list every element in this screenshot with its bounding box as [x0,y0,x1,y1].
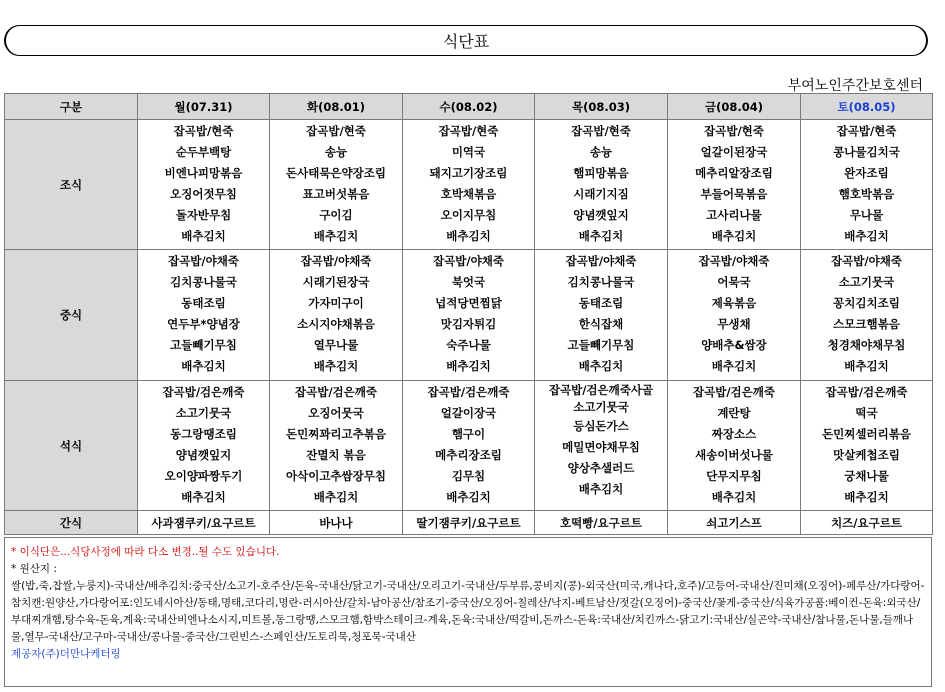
meal-label: 석식 [5,381,138,511]
snack-cell-sat: 치즈/요구르트 [801,511,933,535]
dish-item: 잡곡밥/현죽 [438,124,499,138]
dish-item: 연두부*양념장 [167,317,240,331]
snack-cell-thu: 호떡빵/요구르트 [535,511,668,535]
organization-name: 부여노인주간보호센터 [787,78,923,94]
header-day-fri: 금(08.04) [668,94,801,120]
dish-item: 어묵국 [717,275,751,289]
dish-item: 부들어묵볶음 [700,187,768,201]
dish-item: 잡곡밥/야채죽 [168,254,239,268]
dish-item: 돈민찌꽈리고추볶음 [286,427,386,441]
dish-cell-fri [668,381,801,511]
dish-cell-wed [403,250,535,381]
snack-cell-fri: 쇠고기스프 [668,511,801,535]
dish-item: 잡곡밥/검은깨죽사골 [548,383,654,397]
dish-item: 배추김치 [446,490,491,504]
dish-item: 청경채야채무침 [827,338,906,352]
dish-item: 숙주나물 [446,338,491,352]
dish-item: 얼갈이장국 [440,406,497,420]
dish-item: 단무지무침 [706,469,762,483]
snack-cell-mon: 사과잼쿠키/요구르트 [138,511,270,535]
dish-item: 김치콩나물국 [170,275,237,289]
dish-item: 김무침 [451,469,486,483]
dish-item: 잡곡밥/야채죽 [698,254,770,268]
dish-item: 송늉 [324,145,348,159]
dish-item: 고들빼기무침 [170,338,237,352]
dish-item: 맛김자튀김 [440,317,497,331]
snack-row [5,511,933,535]
page-title: 식단표 [442,32,490,51]
dish-item: 양념깻잎지 [573,208,629,222]
dish-item: 배추김치 [844,359,889,373]
dish-item: 오이지무침 [440,208,497,222]
dish-item: 잡곡밥/야채죽 [831,254,902,268]
dish-item: 오징어뭇국 [308,406,364,420]
dish-item: 잡곡밥/현죽 [836,124,897,138]
dish-item: 잡곡밥/검은깨죽 [295,385,377,399]
dish-item: 잡곡밥/검은깨죽 [427,385,510,399]
header-day-thu: 목(08.03) [535,94,668,120]
dish-item: 메추리알장조림 [695,166,773,180]
dish-item: 잡곡밥/검은깨죽 [825,385,908,399]
dish-item: 맛살케첩조림 [833,448,900,462]
dish-item: 무생채 [717,317,751,331]
dish-cell-mon [138,381,270,511]
dish-cell-wed [403,381,535,511]
dish-item: 잡곡밥/야채죽 [300,254,372,268]
dish-item: 제육볶음 [711,296,757,310]
dish-item: 잡곡밥/현죽 [173,124,234,138]
meal-row-2 [5,381,933,511]
dish-item: 동태조림 [578,296,624,310]
dish-cell-fri [668,250,801,381]
dish-item: 배추김치 [181,229,226,243]
dish-item: 잔멸치 볶음 [306,448,366,462]
dish-item: 스모크햄볶음 [833,317,900,331]
dish-cell-sat [801,250,933,381]
dish-item: 메추리장조림 [435,448,502,462]
dish-cell-wed [403,120,535,250]
dish-item: 동그랑땡조림 [170,427,237,441]
dish-item: 오징어젓무침 [170,187,237,201]
dish-cell-fri [668,120,801,250]
notice-text: * 이식단은...식당사정에 따라 다소 변경..될 수도 있습니다. [11,546,280,558]
dish-item: 미역국 [451,145,486,159]
dish-cell-thu [535,381,668,511]
snack-cell-tue: 바나나 [270,511,403,535]
dish-item: 잡곡밥/검은깨죽 [162,385,245,399]
dish-item: 새송이버섯나물 [695,448,773,462]
dish-item: 배추김치 [844,490,889,504]
dish-cell-sat [801,120,933,250]
dish-cell-thu [535,250,668,381]
dish-cell-tue [270,120,403,250]
header-day-sat: 토(08.05) [801,94,933,120]
dish-item: 소시지야채볶음 [297,317,375,331]
dish-item: 햄구이 [451,427,486,441]
origin-text: 쌀(밥,죽,찹쌀,누룽지)-국내산/배추김치:중국산/소고기-호주산/돈육-국내산/닭고기-국내산/오리고기-국내산/두부류,콩비지(콩)-외국산(미국,캐나다,호주)/고등어-국내산/진미채(오징어)-페루산/가다랑어-참치캔:원양산,가다랑어포:인도네시아산/동태,명태,코다리,명란-러시아산/갈치-남아공산/참조기-중국산/오징어-칠레산/낙지-베트남산/젓갈(오징어)-중국산/꽃게-중국산/식육가공품:베이컨-돈육:외국산/부대찌개햄,탕수육-돈육,계육:국내산비엔나소시지,미트볼,동그랑땡,스모크햄,함박스테이크-계육,돈육:국내산/떡갈비,돈까스-돈육:국내산/치킨까스-닭고기:국내산/실곤약-국내산/참나물,돈나물,들깨나물,열무-국내산/고구마-국내산/콩나물-중국산/그린빈스-스페인산/도토리묵,청포묵-국내산 [11,580,925,643]
dish-item: 햄호박볶음 [838,187,895,201]
dish-cell-mon [138,120,270,250]
dish-item: 동태조림 [181,296,226,310]
dish-item: 넙적당면찜닭 [435,296,502,310]
meal-row-0 [5,120,933,250]
dish-item: 떡국 [855,406,878,420]
dish-item: 잡곡밥/야채죽 [565,254,637,268]
dish-item: 소고기뭇국 [175,406,232,420]
dish-item: 배추김치 [181,359,226,373]
dish-cell-tue [270,381,403,511]
dish-item: 궁채나물 [844,469,889,483]
meal-row-1 [5,250,933,381]
dish-item: 표고버섯볶음 [302,187,370,201]
dish-item: 배추김치 [578,482,624,496]
dish-cell-mon [138,250,270,381]
dish-item: 짜장소스 [711,427,757,441]
dish-item: 양념깻잎지 [175,448,232,462]
dish-item: 열무나물 [313,338,359,352]
header-day-mon: 월(07.31) [138,94,270,120]
dish-item: 배추김치 [446,359,491,373]
dish-cell-thu [535,120,668,250]
dish-item: 완자조림 [844,166,889,180]
header-category: 구분 [5,94,138,120]
snack-cell-wed: 딸기잼쿠키/요구르트 [403,511,535,535]
menu-table [4,93,933,535]
dish-item: 메밀면야채무침 [562,440,640,454]
dish-item: 김치콩나물국 [567,275,635,289]
meal-label: 조식 [5,120,138,250]
dish-item: 한식잡채 [578,317,624,331]
dish-item: 배추김치 [578,359,624,373]
dish-item: 고사리나물 [706,208,762,222]
dish-cell-tue [270,250,403,381]
header-day-tue: 화(08.01) [270,94,403,120]
dish-item: 가자미구이 [308,296,364,310]
dish-item: 잡곡밥/현죽 [704,124,764,138]
dish-item: 순두부백탕 [175,145,232,159]
dish-item: 배추김치 [711,490,757,504]
dish-item: 비엔나피망볶음 [164,166,243,180]
origin-label: * 원산지 : [11,563,57,575]
dish-item: 북엇국 [451,275,486,289]
dish-item: 아삭이고추쌈장무침 [286,469,386,483]
dish-item: 배추김치 [711,359,757,373]
dish-item: 구이김 [319,208,353,222]
dish-item: 송늉 [589,145,613,159]
dish-item: 고들빼기무침 [567,338,635,352]
dish-item: 배추김치 [181,490,226,504]
dish-item: 양배추&쌈장 [701,338,767,352]
dish-item: 무나물 [849,208,884,222]
dish-item: 얼갈이된장국 [700,145,768,159]
snack-label: 간식 [5,511,138,535]
dish-item: 등심돈가스 [573,419,629,433]
dish-item: 배추김치 [313,359,359,373]
dish-item: 배추김치 [578,229,624,243]
dish-item: 잡곡밥/야채죽 [433,254,504,268]
dish-cell-sat [801,381,933,511]
meal-label: 중식 [5,250,138,381]
dish-item: 돈민찌셀러리볶음 [822,427,911,441]
provider-text: 제공자(주)더만나케터링 [11,648,121,660]
dish-item: 배추김치 [711,229,757,243]
header-row [5,94,933,120]
dish-item: 배추김치 [844,229,889,243]
dish-item: 꽁치김치조림 [833,296,900,310]
dish-item: 배추김치 [313,490,359,504]
dish-item: 돈사태묵은약장조림 [286,166,386,180]
dish-item: 시래기지짐 [573,187,629,201]
dish-item: 햄피망볶음 [573,166,629,180]
dish-item: 잡곡밥/검은깨죽 [693,385,775,399]
dish-item: 오이양파짱두기 [164,469,243,483]
dish-item: 계란탕 [717,406,751,420]
dish-item: 배추김치 [313,229,359,243]
dish-item: 돌자반무침 [175,208,232,222]
dish-item: 시래기된장국 [302,275,370,289]
dish-item: 소고기뭇국 [838,275,895,289]
title-box [4,25,928,56]
dish-item: 양상추샐러드 [567,461,635,475]
dish-item: 콩나물김치국 [833,145,900,159]
notes-box [4,537,932,687]
dish-item: 잡곡밥/현죽 [306,124,366,138]
dish-item: 호박채볶음 [440,187,497,201]
dish-item: 소고기뭇국 [573,400,629,414]
dish-item: 잡곡밥/현죽 [571,124,631,138]
header-day-wed: 수(08.02) [403,94,535,120]
dish-item: 배추김치 [446,229,491,243]
dish-item: 돼지고기장조림 [429,166,508,180]
